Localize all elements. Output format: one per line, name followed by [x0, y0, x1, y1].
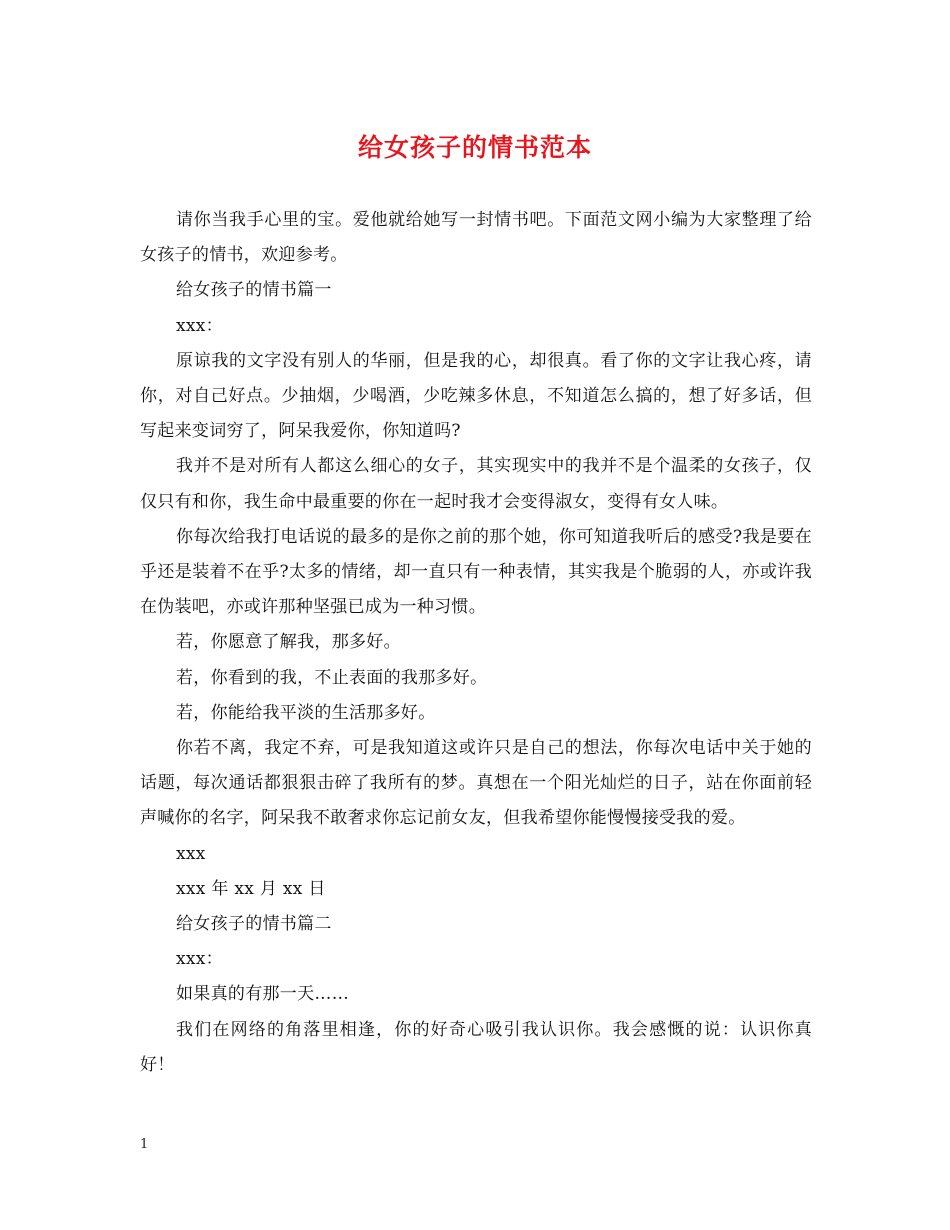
- paragraph: 你每次给我打电话说的最多的是你之前的那个她，你可知道我听后的感受?我是要在乎还是装着不在乎?太多的情绪，却一直只有一种表情，其实我是个脆弱的人，亦或许我在伪装吧，亦或许那种坚强已成为一种习惯。: [140, 526, 812, 618]
- paragraph: 如果真的有那一天……: [176, 984, 349, 1005]
- paragraph-intro: 请你当我手心里的宝。爱他就给她写一封情书吧。下面范文网小编为大家整理了给女孩子的情书，欢迎参考。: [140, 210, 812, 266]
- salutation-1: xxx：: [176, 315, 223, 336]
- paragraph: 若，你看到的我，不止表面的我那多好。: [176, 667, 488, 688]
- document-title: 给女孩子的情书范本: [357, 133, 592, 162]
- page-number: 1: [140, 1137, 149, 1152]
- section-heading-2: 给女孩子的情书篇二: [176, 914, 332, 935]
- signature: xxx: [176, 843, 206, 864]
- salutation-2: xxx：: [176, 949, 223, 970]
- paragraph: 我并不是对所有人都这么细心的女子，其实现实中的我并不是个温柔的女孩子，仅仅只有和你，我生命中最重要的你在一起时我才会变得淑女，变得有女人味。: [140, 456, 812, 512]
- paragraph: 原谅我的文字没有别人的华丽，但是我的心，却很真。看了你的文字让我心疼，请你，对自己好点。少抽烟，少喝酒，少吃辣多休息，不知道怎么搞的，想了好多话，但写起来变词穷了，阿呆我爱你，你知道吗?: [140, 350, 812, 442]
- section-heading-1: 给女孩子的情书篇一: [176, 280, 332, 301]
- document-body: [140, 203, 812, 1083]
- paragraph: 若，你能给我平淡的生活那多好。: [176, 702, 436, 723]
- paragraph: 我们在网络的角落里相逢，你的好奇心吸引我认识你。我会感慨的说：认识你真好！: [140, 1019, 812, 1075]
- paragraph: 你若不离，我定不弃，可是我知道这或许只是自己的想法，你每次电话中关于她的话题，每次通话都狠狠击碎了我所有的梦。真想在一个阳光灿烂的日子，站在你面前轻声喊你的名字，阿呆我不敢奢求你忘记前女友，但我希望你能慢慢接受我的爱。: [140, 738, 812, 829]
- paragraph: 若，你愿意了解我，那多好。: [176, 632, 401, 653]
- date-line: xxx 年 xx 月 xx 日: [176, 878, 326, 899]
